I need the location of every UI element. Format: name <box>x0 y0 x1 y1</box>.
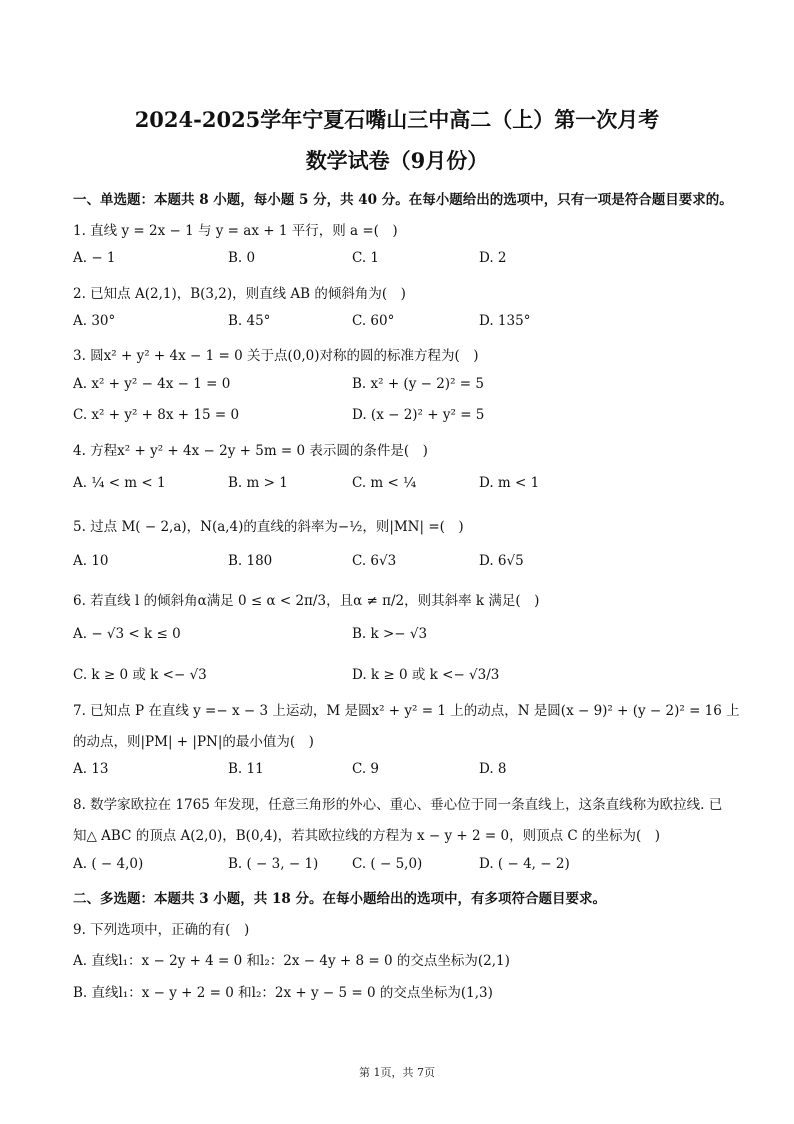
question-2-option-b: B. 45° <box>228 313 271 329</box>
question-5-option-d: D. 6√5 <box>479 553 524 569</box>
page-footer: 第 1页，共 7页 <box>359 1066 435 1079</box>
question-9-stem: 9. 下列选项中，正确的有( ) <box>73 922 250 938</box>
question-3-option-a: A. x² + y² − 4x − 1 = 0 <box>73 376 231 392</box>
question-4-option-a: A. ¼ < m < 1 <box>73 475 166 491</box>
question-5-stem: 5. 过点 M( − 2,a)，N(a,4)的直线的斜率为−½，则|MN| =( ) <box>73 519 464 535</box>
question-7-option-a: A. 13 <box>73 761 109 777</box>
question-4-option-d: D. m < 1 <box>479 475 540 491</box>
question-5-option-c: C. 6√3 <box>352 553 397 569</box>
question-3-option-c: C. x² + y² + 8x + 15 = 0 <box>73 407 240 423</box>
question-1-option-b: B. 0 <box>228 250 256 266</box>
question-1-option-a: A. − 1 <box>73 250 116 266</box>
exam-subtitle: 数学试卷（9月份） <box>305 148 489 173</box>
question-6-option-a: A. − √3 < k ≤ 0 <box>73 626 181 642</box>
question-7-option-c: C. 9 <box>352 761 380 777</box>
question-9-option-b: B. 直线l₁：x − y + 2 = 0 和l₂：2x + y − 5 = 0 的交点坐标为(1,3) <box>73 985 493 1001</box>
question-3-option-d: D. (x − 2)² + y² = 5 <box>352 407 485 423</box>
question-4-option-b: B. m > 1 <box>228 475 288 491</box>
question-2-stem: 2. 已知点 A(2,1)，B(3,2)，则直线 AB 的倾斜角为( ) <box>73 286 406 302</box>
question-7-stem: 7. 已知点 P 在直线 y =− x − 3 上运动，M 是圆x² + y² = 1 上的动点，N 是圆(x − 9)² + (y − 2)² = 16 上 <box>73 703 740 719</box>
question-1-option-d: D. 2 <box>479 250 507 266</box>
question-2-option-d: D. 135° <box>479 313 531 329</box>
exam-title: 2024-2025学年宁夏石嘴山三中高二（上）第一次月考 <box>134 107 660 132</box>
section-heading-single-choice: 一、单选题：本题共 8 小题，每小题 5 分，共 40 分。在每小题给出的选项中，只有一项是符合题目要求的。 <box>73 192 733 208</box>
question-8-stem-continued: 知△ ABC 的顶点 A(2,0)，B(0,4)，若其欧拉线的方程为 x − y + 2 = 0，则顶点 C 的坐标为( ) <box>73 828 661 844</box>
question-4-stem: 4. 方程x² + y² + 4x − 2y + 5m = 0 表示圆的条件是( ) <box>73 443 428 459</box>
question-5-option-a: A. 10 <box>73 553 109 569</box>
question-8-stem: 8. 数学家欧拉在 1765 年发现，任意三角形的外心、重心、垂心位于同一条直线上，这条直线称为欧拉线. 已 <box>73 797 723 813</box>
question-1-option-c: C. 1 <box>352 250 380 266</box>
question-7-option-d: D. 8 <box>479 761 507 777</box>
question-2-option-a: A. 30° <box>73 313 116 329</box>
question-8-option-c: C. ( − 5,0) <box>352 856 423 872</box>
question-8-option-a: A. ( − 4,0) <box>73 856 144 872</box>
question-3-stem: 3. 圆x² + y² + 4x − 1 = 0 关于点(0,0)对称的圆的标准方程为( ) <box>73 348 479 364</box>
question-7-option-b: B. 11 <box>228 761 264 777</box>
question-3-option-b: B. x² + (y − 2)² = 5 <box>352 376 484 392</box>
section-heading-multiple-choice: 二、多选题：本题共 3 小题，共 18 分。在每小题给出的选项中，有多项符合题目要求。 <box>73 891 606 907</box>
question-7-stem-continued: 的动点，则|PM| + |PN|的最小值为( ) <box>73 734 314 750</box>
question-6-option-b: B. k >− √3 <box>352 626 428 642</box>
question-2-option-c: C. 60° <box>352 313 395 329</box>
question-6-stem: 6. 若直线 l 的倾斜角α满足 0 ≤ α < 2π/3，且α ≠ π/2，则其斜率 k 满足( ) <box>73 593 540 609</box>
question-4-option-c: C. m < ¼ <box>352 475 417 491</box>
question-9-option-a: A. 直线l₁：x − 2y + 4 = 0 和l₂：2x − 4y + 8 = 0 的交点坐标为(2,1) <box>73 953 510 969</box>
question-5-option-b: B. 180 <box>228 553 273 569</box>
question-6-option-c: C. k ≥ 0 或 k <− √3 <box>73 667 207 683</box>
question-6-option-d: D. k ≥ 0 或 k <− √3/3 <box>352 667 500 683</box>
question-1-stem: 1. 直线 y = 2x − 1 与 y = ax + 1 平行，则 a =( ) <box>73 223 398 239</box>
question-8-option-b: B. ( − 3, − 1) <box>228 856 319 872</box>
question-8-option-d: D. ( − 4, − 2) <box>479 856 570 872</box>
